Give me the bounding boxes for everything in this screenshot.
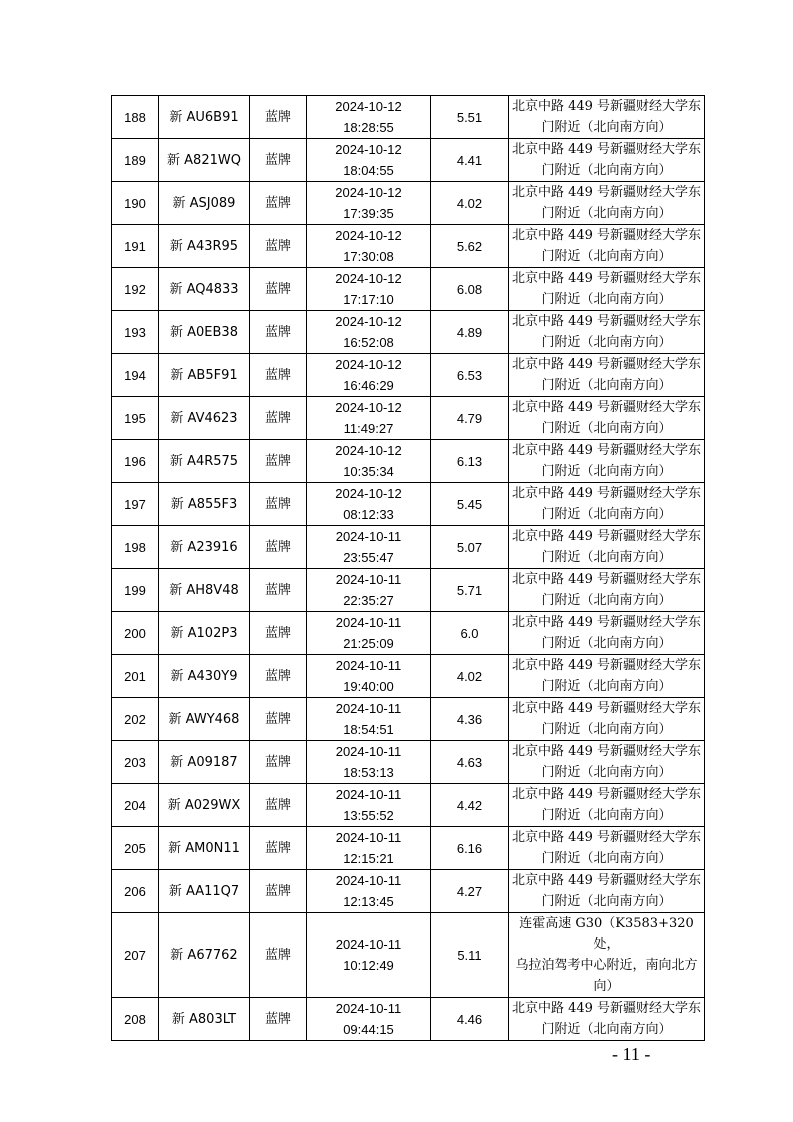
- plate-color-cell: 蓝牌: [250, 698, 307, 741]
- location-line: 北京中路 449 号新疆财经大学东: [511, 357, 702, 372]
- date-text: 2024-10-11: [335, 873, 402, 888]
- plate-color-cell: 蓝牌: [250, 827, 307, 870]
- plate-color-cell: 蓝牌: [250, 483, 307, 526]
- datetime-cell: [307, 96, 431, 139]
- speed-cell: 4.02: [431, 182, 509, 225]
- speed-cell: 4.36: [431, 698, 509, 741]
- row-index-cell: 201: [112, 655, 159, 698]
- plate-color-cell: 蓝牌: [250, 268, 307, 311]
- table-row: [112, 182, 705, 225]
- date-text: 2024-10-12: [335, 314, 402, 329]
- speed-cell: 4.89: [431, 311, 509, 354]
- plate-color-cell: 蓝牌: [250, 397, 307, 440]
- location-cell: [509, 612, 705, 655]
- plate-number-cell: 新 ASJ089: [159, 182, 250, 225]
- plate-number-cell: 新 A23916: [159, 526, 250, 569]
- row-index-cell: 192: [112, 268, 159, 311]
- time-text: 16:46:29: [343, 378, 394, 393]
- time-text: 18:04:55: [343, 163, 394, 178]
- row-index-cell: 203: [112, 741, 159, 784]
- location-line: 北京中路 449 号新疆财经大学东: [511, 572, 702, 587]
- location-cell: [509, 354, 705, 397]
- location-line: 门附近（北向南方向）: [541, 507, 672, 522]
- row-index-cell: 206: [112, 870, 159, 913]
- row-index-cell: 205: [112, 827, 159, 870]
- time-text: 13:55:52: [343, 808, 394, 823]
- speed-cell: 6.08: [431, 268, 509, 311]
- location-line: 北京中路 449 号新疆财经大学东: [511, 529, 702, 544]
- datetime-cell: [307, 913, 431, 998]
- date-text: 2024-10-12: [335, 99, 402, 114]
- time-text: 17:30:08: [343, 249, 394, 264]
- time-text: 17:17:10: [343, 292, 394, 307]
- table-row: [112, 784, 705, 827]
- location-line: 乌拉泊驾考中心附近，南向北方: [515, 958, 698, 973]
- location-cell: [509, 483, 705, 526]
- location-cell: [509, 698, 705, 741]
- date-text: 2024-10-12: [335, 486, 402, 501]
- date-text: 2024-10-11: [335, 744, 402, 759]
- plate-number-cell: 新 A855F3: [159, 483, 250, 526]
- row-index-cell: 190: [112, 182, 159, 225]
- datetime-cell: [307, 741, 431, 784]
- plate-number-cell: 新 A821WQ: [159, 139, 250, 182]
- table-row: [112, 526, 705, 569]
- location-line: 门附近（北向南方向）: [541, 765, 672, 780]
- row-index-cell: 194: [112, 354, 159, 397]
- row-index-cell: 195: [112, 397, 159, 440]
- plate-color-cell: 蓝牌: [250, 139, 307, 182]
- location-line: 门附近（北向南方向）: [541, 206, 672, 221]
- time-text: 08:12:33: [343, 507, 394, 522]
- plate-number-cell: 新 AU6B91: [159, 96, 250, 139]
- date-text: 2024-10-12: [335, 400, 402, 415]
- location-line: 向）: [593, 979, 620, 994]
- time-text: 19:40:00: [343, 679, 394, 694]
- location-line: 北京中路 449 号新疆财经大学东: [511, 228, 702, 243]
- table-row: [112, 354, 705, 397]
- location-cell: [509, 569, 705, 612]
- location-line: 北京中路 449 号新疆财经大学东: [511, 314, 702, 329]
- plate-color-cell: 蓝牌: [250, 741, 307, 784]
- table-row: [112, 483, 705, 526]
- location-line: 门附近（北向南方向）: [541, 464, 672, 479]
- location-line: 门附近（北向南方向）: [541, 593, 672, 608]
- location-line: 北京中路 449 号新疆财经大学东: [511, 443, 702, 458]
- date-text: 2024-10-11: [335, 937, 402, 952]
- location-cell: [509, 397, 705, 440]
- plate-number-cell: 新 AM0N11: [159, 827, 250, 870]
- location-line: 门附近（北向南方向）: [541, 335, 672, 350]
- location-line: 门附近（北向南方向）: [541, 421, 672, 436]
- table-row: [112, 827, 705, 870]
- row-index-cell: 202: [112, 698, 159, 741]
- location-line: 门附近（北向南方向）: [541, 808, 672, 823]
- date-text: 2024-10-11: [335, 787, 402, 802]
- plate-number-cell: 新 A67762: [159, 913, 250, 998]
- plate-color-cell: 蓝牌: [250, 612, 307, 655]
- table-row: [112, 268, 705, 311]
- location-line: 北京中路 449 号新疆财经大学东: [511, 99, 702, 114]
- time-text: 12:13:45: [343, 894, 394, 909]
- location-line: 门附近（北向南方向）: [541, 636, 672, 651]
- location-cell: [509, 225, 705, 268]
- time-text: 18:28:55: [343, 120, 394, 135]
- datetime-cell: [307, 655, 431, 698]
- row-index-cell: 189: [112, 139, 159, 182]
- speed-cell: 4.79: [431, 397, 509, 440]
- time-text: 16:52:08: [343, 335, 394, 350]
- speed-cell: 6.13: [431, 440, 509, 483]
- datetime-cell: [307, 612, 431, 655]
- plate-number-cell: 新 AV4623: [159, 397, 250, 440]
- location-line: 北京中路 449 号新疆财经大学东: [511, 615, 702, 630]
- plate-color-cell: 蓝牌: [250, 998, 307, 1041]
- plate-color-cell: 蓝牌: [250, 354, 307, 397]
- table-row: [112, 569, 705, 612]
- table-row: [112, 698, 705, 741]
- datetime-cell: [307, 311, 431, 354]
- speed-cell: 4.63: [431, 741, 509, 784]
- datetime-cell: [307, 268, 431, 311]
- date-text: 2024-10-11: [335, 658, 402, 673]
- location-cell: [509, 526, 705, 569]
- location-cell: [509, 741, 705, 784]
- datetime-cell: [307, 139, 431, 182]
- table-row: [112, 913, 705, 998]
- plate-number-cell: 新 AA11Q7: [159, 870, 250, 913]
- location-line: 连霍高速 G30（K3583+320 处，: [519, 916, 694, 952]
- speed-cell: 4.02: [431, 655, 509, 698]
- page-number: - 11 -: [612, 1044, 651, 1064]
- datetime-cell: [307, 483, 431, 526]
- plate-number-cell: 新 AH8V48: [159, 569, 250, 612]
- location-line: 北京中路 449 号新疆财经大学东: [511, 400, 702, 415]
- date-text: 2024-10-12: [335, 228, 402, 243]
- location-line: 北京中路 449 号新疆财经大学东: [511, 486, 702, 501]
- row-index-cell: 207: [112, 913, 159, 998]
- speed-cell: 4.27: [431, 870, 509, 913]
- location-line: 门附近（北向南方向）: [541, 722, 672, 737]
- speed-cell: 4.46: [431, 998, 509, 1041]
- location-cell: [509, 182, 705, 225]
- plate-number-cell: 新 AWY468: [159, 698, 250, 741]
- table-row: [112, 998, 705, 1041]
- speed-cell: 5.51: [431, 96, 509, 139]
- date-text: 2024-10-12: [335, 185, 402, 200]
- date-text: 2024-10-11: [335, 572, 402, 587]
- row-index-cell: 198: [112, 526, 159, 569]
- plate-color-cell: 蓝牌: [250, 96, 307, 139]
- location-line: 门附近（北向南方向）: [541, 163, 672, 178]
- plate-number-cell: 新 A430Y9: [159, 655, 250, 698]
- plate-number-cell: 新 AB5F91: [159, 354, 250, 397]
- table-row: [112, 311, 705, 354]
- location-line: 北京中路 449 号新疆财经大学东: [511, 142, 702, 157]
- date-text: 2024-10-11: [335, 615, 402, 630]
- location-line: 北京中路 449 号新疆财经大学东: [511, 830, 702, 845]
- plate-color-cell: 蓝牌: [250, 182, 307, 225]
- plate-number-cell: 新 A803LT: [159, 998, 250, 1041]
- time-text: 18:53:13: [343, 765, 394, 780]
- plate-color-cell: 蓝牌: [250, 225, 307, 268]
- table-row: [112, 440, 705, 483]
- plate-number-cell: 新 A4R575: [159, 440, 250, 483]
- plate-number-cell: 新 A43R95: [159, 225, 250, 268]
- plate-color-cell: 蓝牌: [250, 526, 307, 569]
- location-cell: [509, 827, 705, 870]
- row-index-cell: 196: [112, 440, 159, 483]
- speed-cell: 4.42: [431, 784, 509, 827]
- plate-color-cell: 蓝牌: [250, 569, 307, 612]
- row-index-cell: 191: [112, 225, 159, 268]
- plate-number-cell: 新 A102P3: [159, 612, 250, 655]
- location-cell: [509, 96, 705, 139]
- time-text: 09:44:15: [343, 1022, 394, 1037]
- location-cell: [509, 870, 705, 913]
- time-text: 12:15:21: [343, 851, 394, 866]
- table-row: [112, 655, 705, 698]
- location-line: 北京中路 449 号新疆财经大学东: [511, 185, 702, 200]
- location-cell: [509, 998, 705, 1041]
- location-line: 门附近（北向南方向）: [541, 378, 672, 393]
- date-text: 2024-10-11: [335, 830, 402, 845]
- row-index-cell: 199: [112, 569, 159, 612]
- location-cell: [509, 311, 705, 354]
- table-row: [112, 225, 705, 268]
- location-line: 北京中路 449 号新疆财经大学东: [511, 744, 702, 759]
- location-cell: [509, 913, 705, 998]
- table-row: [112, 96, 705, 139]
- datetime-cell: [307, 225, 431, 268]
- datetime-cell: [307, 182, 431, 225]
- plate-color-cell: 蓝牌: [250, 311, 307, 354]
- time-text: 10:12:49: [343, 958, 394, 973]
- location-line: 北京中路 449 号新疆财经大学东: [511, 1001, 702, 1016]
- date-text: 2024-10-11: [335, 529, 402, 544]
- speed-cell: 5.71: [431, 569, 509, 612]
- location-line: 门附近（北向南方向）: [541, 851, 672, 866]
- datetime-cell: [307, 569, 431, 612]
- date-text: 2024-10-12: [335, 443, 402, 458]
- time-text: 10:35:34: [343, 464, 394, 479]
- location-line: 门附近（北向南方向）: [541, 292, 672, 307]
- records-table: [111, 95, 705, 1041]
- row-index-cell: 208: [112, 998, 159, 1041]
- date-text: 2024-10-11: [335, 1001, 402, 1016]
- plate-number-cell: 新 AQ4833: [159, 268, 250, 311]
- location-line: 北京中路 449 号新疆财经大学东: [511, 787, 702, 802]
- datetime-cell: [307, 354, 431, 397]
- row-index-cell: 200: [112, 612, 159, 655]
- date-text: 2024-10-11: [335, 701, 402, 716]
- time-text: 18:54:51: [343, 722, 394, 737]
- time-text: 11:49:27: [343, 421, 394, 436]
- plate-number-cell: 新 A0EB38: [159, 311, 250, 354]
- table-row: [112, 612, 705, 655]
- row-index-cell: 197: [112, 483, 159, 526]
- datetime-cell: [307, 998, 431, 1041]
- table-row: [112, 139, 705, 182]
- speed-cell: 5.45: [431, 483, 509, 526]
- datetime-cell: [307, 698, 431, 741]
- datetime-cell: [307, 827, 431, 870]
- plate-color-cell: 蓝牌: [250, 655, 307, 698]
- speed-cell: 6.16: [431, 827, 509, 870]
- row-index-cell: 193: [112, 311, 159, 354]
- location-line: 北京中路 449 号新疆财经大学东: [511, 701, 702, 716]
- location-line: 门附近（北向南方向）: [541, 679, 672, 694]
- location-line: 门附近（北向南方向）: [541, 249, 672, 264]
- date-text: 2024-10-12: [335, 271, 402, 286]
- location-cell: [509, 655, 705, 698]
- location-line: 门附近（北向南方向）: [541, 120, 672, 135]
- speed-cell: 6.53: [431, 354, 509, 397]
- location-cell: [509, 440, 705, 483]
- datetime-cell: [307, 526, 431, 569]
- plate-color-cell: 蓝牌: [250, 440, 307, 483]
- plate-color-cell: 蓝牌: [250, 913, 307, 998]
- datetime-cell: [307, 784, 431, 827]
- datetime-cell: [307, 397, 431, 440]
- plate-number-cell: 新 A029WX: [159, 784, 250, 827]
- plate-color-cell: 蓝牌: [250, 870, 307, 913]
- date-text: 2024-10-12: [335, 357, 402, 372]
- records-table-body: [112, 96, 705, 1041]
- time-text: 17:39:35: [343, 206, 394, 221]
- location-line: 门附近（北向南方向）: [541, 894, 672, 909]
- plate-color-cell: 蓝牌: [250, 784, 307, 827]
- location-cell: [509, 784, 705, 827]
- speed-cell: 4.41: [431, 139, 509, 182]
- speed-cell: 5.11: [431, 913, 509, 998]
- location-line: 北京中路 449 号新疆财经大学东: [511, 271, 702, 286]
- table-row: [112, 870, 705, 913]
- table-row: [112, 741, 705, 784]
- location-cell: [509, 268, 705, 311]
- datetime-cell: [307, 440, 431, 483]
- speed-cell: 6.0: [431, 612, 509, 655]
- row-index-cell: 204: [112, 784, 159, 827]
- plate-number-cell: 新 A09187: [159, 741, 250, 784]
- location-line: 门附近（北向南方向）: [541, 550, 672, 565]
- location-line: 北京中路 449 号新疆财经大学东: [511, 658, 702, 673]
- time-text: 23:55:47: [343, 550, 394, 565]
- speed-cell: 5.62: [431, 225, 509, 268]
- location-line: 门附近（北向南方向）: [541, 1022, 672, 1037]
- location-cell: [509, 139, 705, 182]
- time-text: 21:25:09: [343, 636, 394, 651]
- speed-cell: 5.07: [431, 526, 509, 569]
- row-index-cell: 188: [112, 96, 159, 139]
- table-row: [112, 397, 705, 440]
- datetime-cell: [307, 870, 431, 913]
- location-line: 北京中路 449 号新疆财经大学东: [511, 873, 702, 888]
- time-text: 22:35:27: [343, 593, 394, 608]
- date-text: 2024-10-12: [335, 142, 402, 157]
